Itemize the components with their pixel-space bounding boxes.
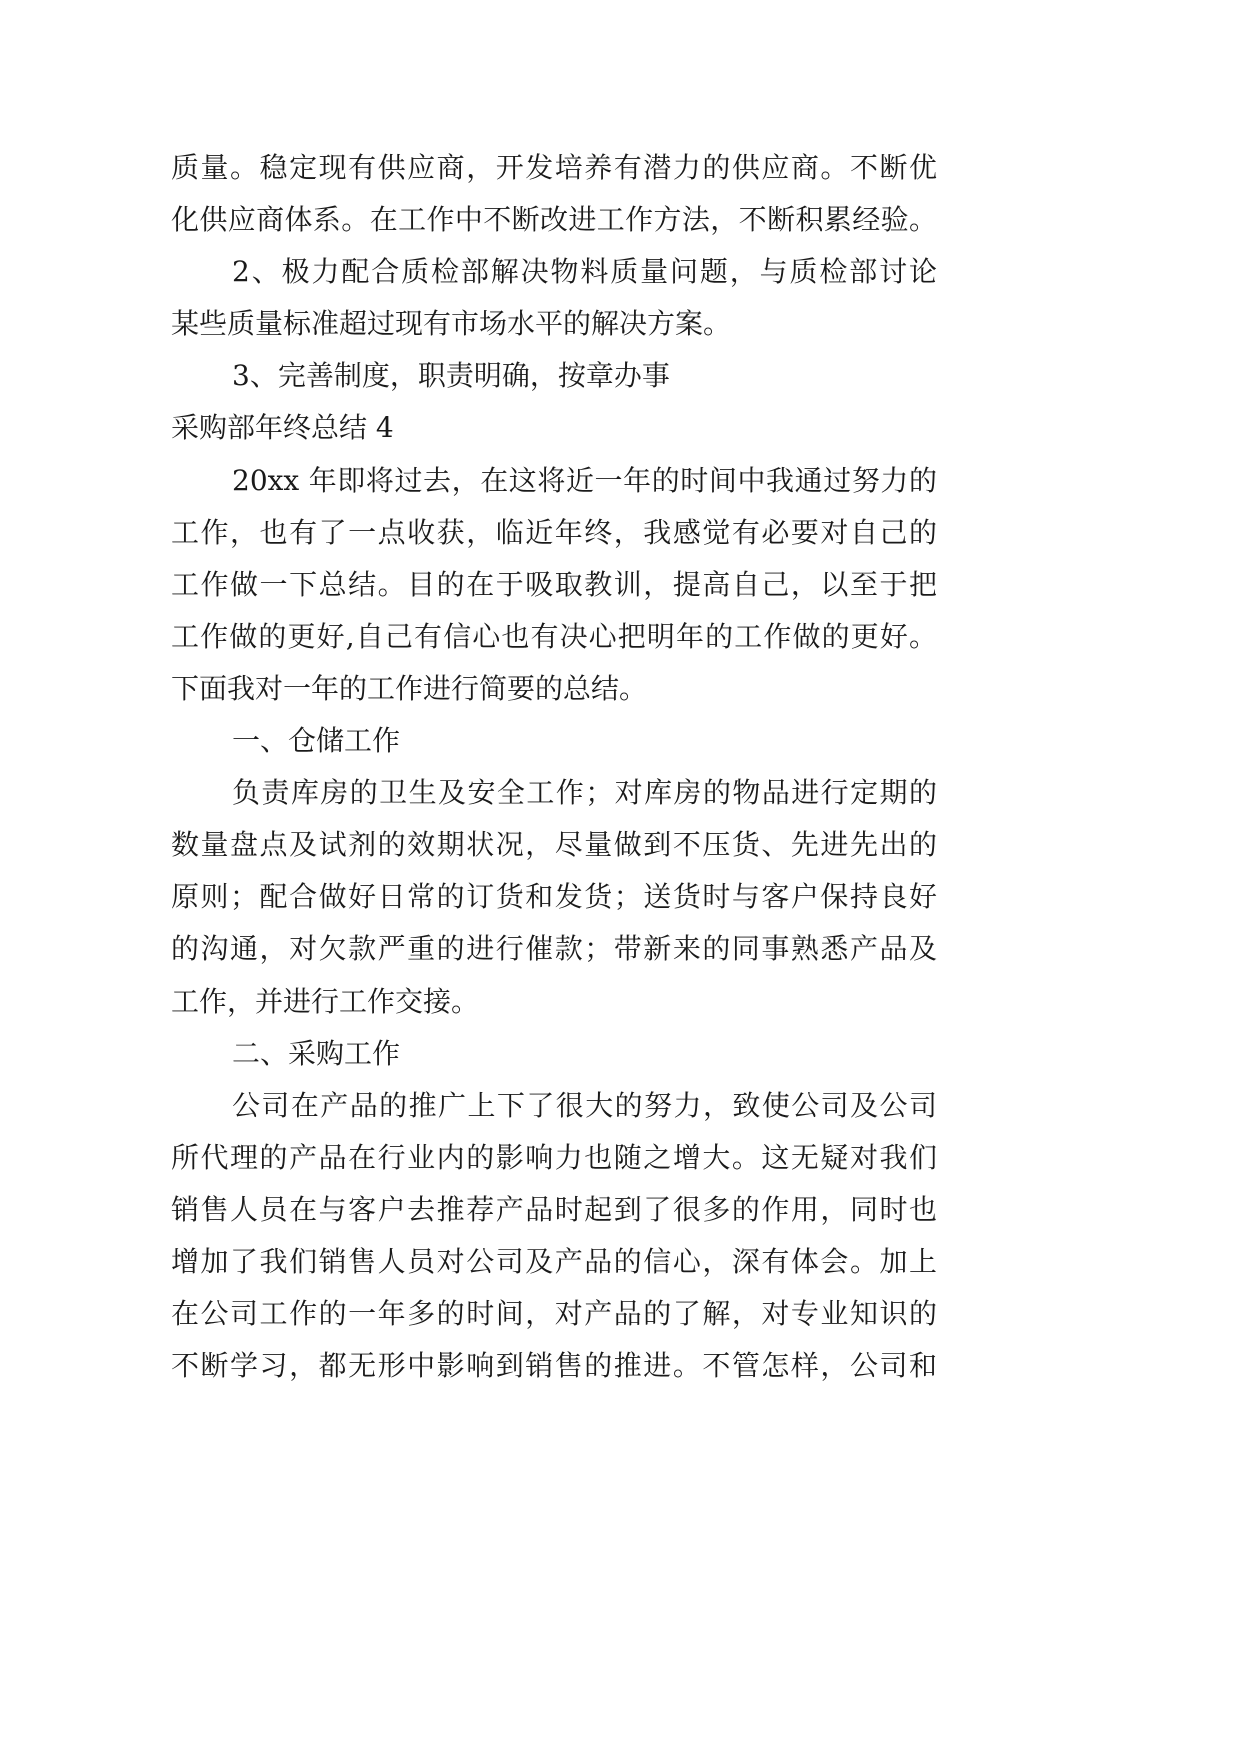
paragraph-line: 2、极力配合质检部解决物料质量问题，与质检部讨论 [232,255,937,289]
subsection-heading: 一、仓储工作 [232,724,401,758]
document-body [171,142,937,1392]
paragraph-line: 原则；配合做好日常的订货和发货；送货时与客户保持良好 [171,880,937,914]
paragraph-line: 在公司工作的一年多的时间，对产品的了解，对专业知识的 [171,1297,937,1331]
paragraph-line: 不断学习，都无形中影响到销售的推进。不管怎样，公司和 [171,1349,937,1383]
paragraph-line: 的沟通，对欠款严重的进行催款；带新来的同事熟悉产品及 [171,932,937,966]
paragraph-line: 20xx 年即将过去，在这将近一年的时间中我通过努力的 [232,463,937,497]
paragraph-line: 负责库房的卫生及安全工作；对库房的物品进行定期的 [232,776,937,810]
paragraph-line: 化供应商体系。在工作中不断改进工作方法，不断积累经验。 [171,203,937,237]
paragraph-line: 公司在产品的推广上下了很大的努力，致使公司及公司 [232,1088,937,1122]
paragraph-line: 销售人员在与客户去推荐产品时起到了很多的作用，同时也 [171,1192,937,1226]
paragraph-line: 数量盘点及试剂的效期状况，尽量做到不压货、先进先出的 [171,828,937,862]
paragraph-line: 3、完善制度，职责明确，按章办事 [232,359,670,393]
paragraph-line: 工作做一下总结。目的在于吸取教训，提高自己，以至于把 [171,567,937,601]
section-heading: 采购部年终总结 4 [171,411,394,445]
paragraph-line: 工作，也有了一点收获，临近年终，我感觉有必要对自己的 [171,515,937,549]
paragraph-line: 质量。稳定现有供应商，开发培养有潜力的供应商。不断优 [171,151,937,184]
paragraph-line: 某些质量标准超过现有市场水平的解决方案。 [171,307,732,341]
paragraph-line: 工作做的更好,自己有信心也有决心把明年的工作做的更好。 [171,619,937,653]
paragraph-line: 工作，并进行工作交接。 [171,984,480,1018]
subsection-heading: 二、采购工作 [232,1036,401,1070]
paragraph-line: 增加了我们销售人员对公司及产品的信心，深有体会。加上 [171,1244,937,1278]
paragraph-line: 下面我对一年的工作进行简要的总结。 [171,671,648,705]
paragraph-line: 所代理的产品在行业内的影响力也随之增大。这无疑对我们 [171,1140,937,1174]
